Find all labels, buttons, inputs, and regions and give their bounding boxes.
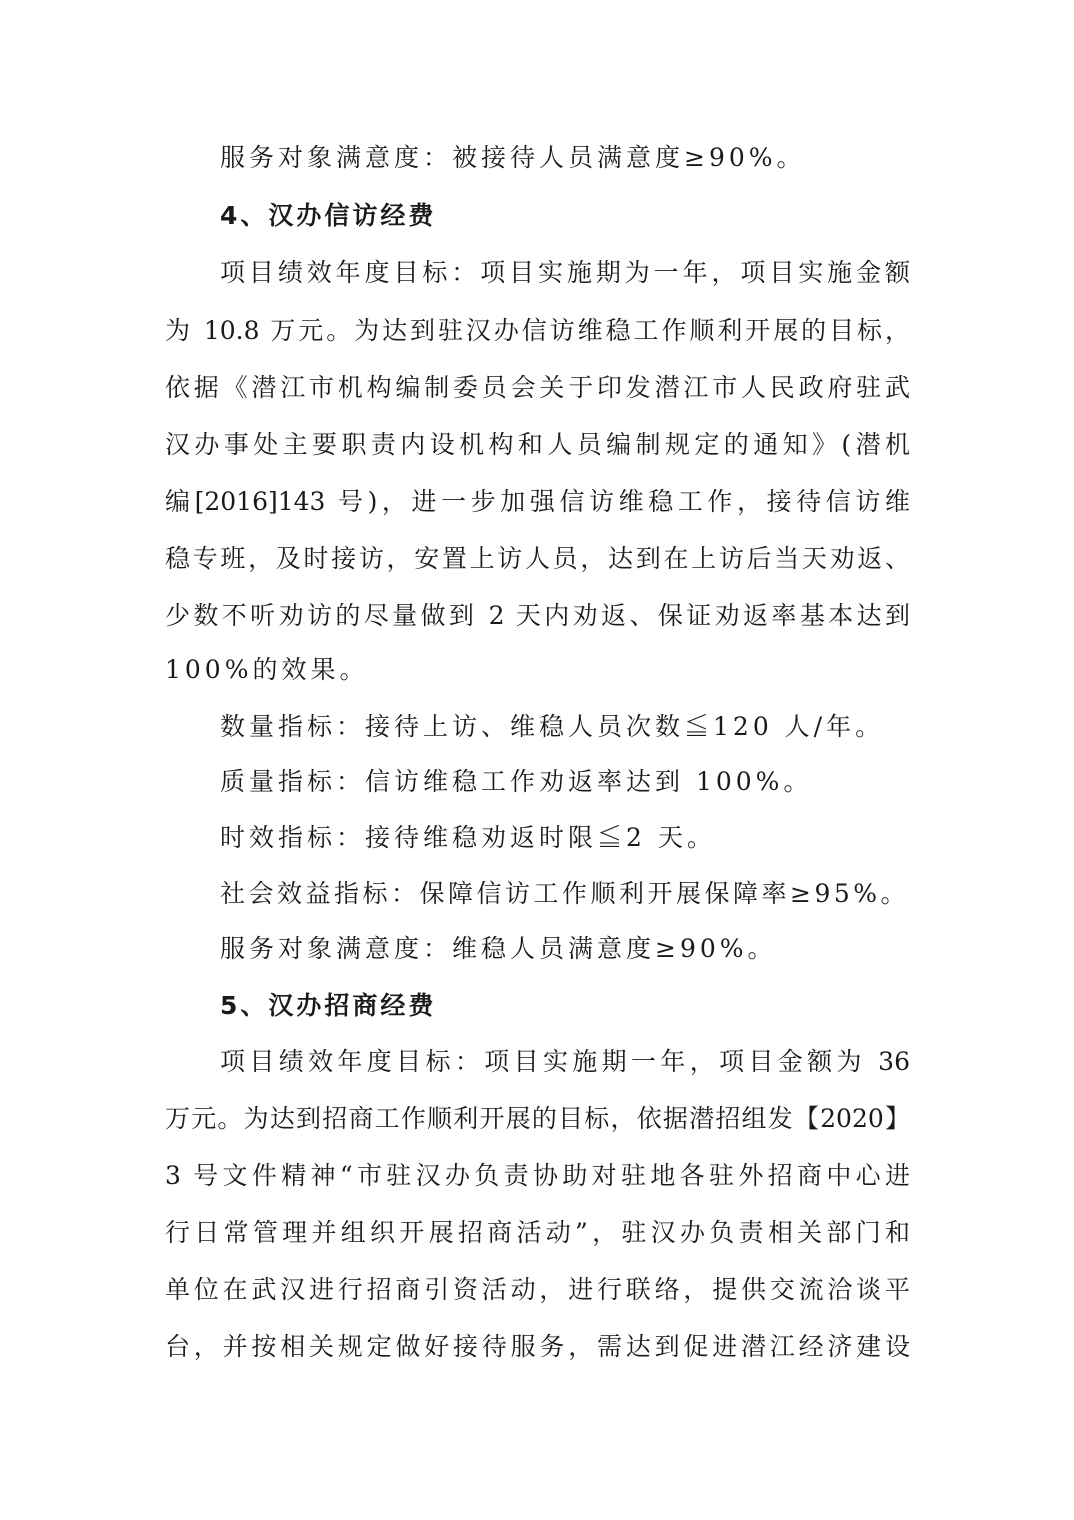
indicator-satisfaction: 服务对象满意度：维稳人员满意度≥90%。 <box>220 934 777 963</box>
paragraph-line: 100%的效果。 <box>165 655 369 684</box>
indicator-quality: 质量指标：信访维稳工作劝返率达到 100%。 <box>220 767 813 796</box>
section-heading-investment-fund: 5、汉办招商经费 <box>220 991 437 1020</box>
paragraph-line: 汉办事处主要职责内设机构和人员编制规定的通知》(潜机 <box>165 430 910 459</box>
paragraph-line: 少数不听劝访的尽量做到 2 天内劝返、保证劝返率基本达到 <box>165 601 910 630</box>
paragraph-line: 3 号文件精神“市驻汉办负责协助对驻地各驻外招商中心进 <box>165 1161 910 1190</box>
paragraph-line: 万元。为达到招商工作顺利开展的目标，依据潜招组发【2020】 <box>165 1104 910 1133</box>
paragraph-line: 项目绩效年度目标：项目实施期为一年，项目实施金额 <box>220 258 910 287</box>
paragraph-line: 编[2016]143 号)，进一步加强信访维稳工作，接待信访维 <box>165 487 910 516</box>
paragraph-line: 项目绩效年度目标：项目实施期一年，项目金额为 36 <box>220 1047 910 1076</box>
indicator-social-benefit: 社会效益指标：保障信访工作顺利开展保障率≥95%。 <box>220 879 910 908</box>
paragraph-line: 台，并按相关规定做好接待服务，需达到促进潜江经济建设 <box>165 1332 910 1361</box>
indicator-timeliness: 时效指标：接待维稳劝返时限≦2 天。 <box>220 823 716 852</box>
indicator-quantity: 数量指标：接待上访、维稳人员次数≦120 人/年。 <box>220 712 885 741</box>
section-heading-petition-fund: 4、汉办信访经费 <box>220 201 437 230</box>
paragraph-line: 单位在武汉进行招商引资活动，进行联络，提供交流洽谈平 <box>165 1275 910 1304</box>
satisfaction-line-reception: 服务对象满意度：被接待人员满意度≥90%。 <box>220 143 806 172</box>
paragraph-line: 依据《潜江市机构编制委员会关于印发潜江市人民政府驻武 <box>165 373 910 402</box>
paragraph-line: 行日常管理并组织开展招商活动”，驻汉办负责相关部门和 <box>165 1218 910 1247</box>
paragraph-line: 稳专班，及时接访，安置上访人员，达到在上访后当天劝返、 <box>165 544 910 573</box>
paragraph-line: 为 10.8 万元。为达到驻汉办信访维稳工作顺利开展的目标， <box>165 316 910 345</box>
